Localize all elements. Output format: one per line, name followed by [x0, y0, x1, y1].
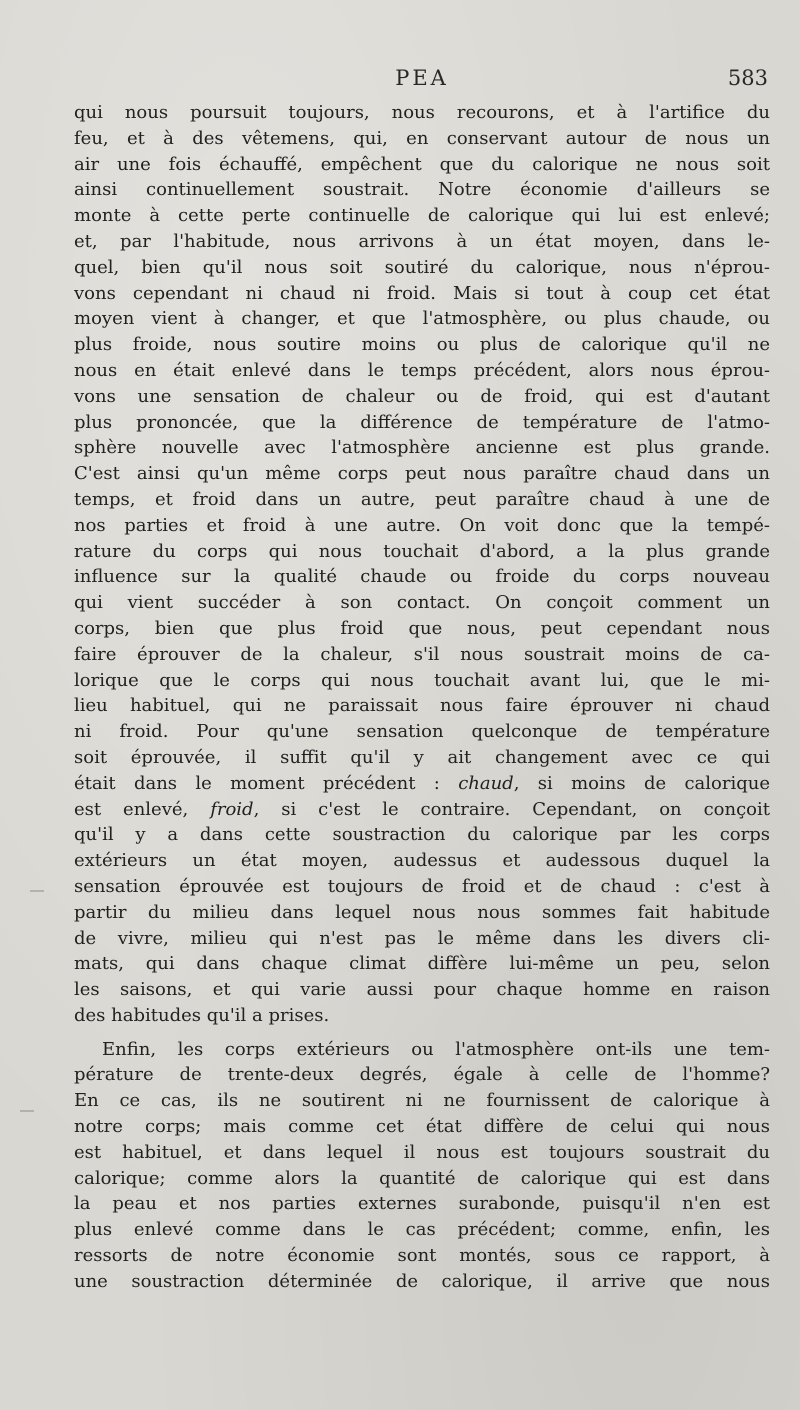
page-blemish: [30, 890, 44, 892]
text-line: feu, et à des vêtemens, qui, en conservant autour de nous un: [74, 127, 770, 149]
text-line: air une fois échauffé, empêchent que du calorique ne nous soit: [74, 153, 770, 175]
running-title: PEA: [395, 66, 449, 90]
body-text: [74, 100, 770, 1295]
text-line: qui nous poursuit toujours, nous recourons, et à l'artifice du: [74, 102, 770, 123]
text-line: les saisons, et qui varie aussi pour chaque homme en raison: [74, 979, 770, 1001]
text-line: ainsi continuellement soustrait. Notre économie d'ailleurs se: [74, 179, 770, 201]
text-line: plus prononcée, que la différence de température de l'atmo-: [74, 411, 770, 433]
text-line: est habituel, et dans lequel il nous est toujours soustrait du: [74, 1141, 770, 1163]
paragraph-gap: [74, 1029, 770, 1037]
text-line: monte à cette perte continuelle de calorique qui lui est enlevé;: [74, 205, 770, 227]
text-line: qui vient succéder à son contact. On conçoit comment un: [74, 592, 770, 614]
text-line: notre corps; mais comme cet état diffère de celui qui nous: [74, 1116, 770, 1138]
text-line: Enfin, les corps extérieurs ou l'atmosphère ont-ils une tem-: [102, 1038, 770, 1060]
text-line: calorique; comme alors la quantité de calorique qui est dans: [74, 1167, 770, 1189]
text-line: est enlevé, froid, si c'est le contraire. Cependant, on conçoit: [74, 798, 770, 820]
text-line: influence sur la qualité chaude ou froide du corps nouveau: [74, 566, 770, 588]
text-line: soit éprouvée, il suffit qu'il y ait changement avec ce qui: [74, 746, 770, 768]
text-line: partir du milieu dans lequel nous nous sommes fait habitude: [74, 901, 770, 923]
text-line: C'est ainsi qu'un même corps peut nous paraître chaud dans un: [74, 463, 770, 485]
text-line: lorique que le corps qui nous touchait avant lui, que le mi-: [74, 669, 770, 691]
text-line: était dans le moment précédent : chaud, si moins de calorique: [74, 772, 770, 794]
text-line: rature du corps qui nous touchait d'abord, a la plus grande: [74, 540, 770, 562]
text-line: quel, bien qu'il nous soit soutiré du calorique, nous n'éprou-: [74, 256, 770, 278]
text-line: plus froide, nous soutire moins ou plus de calorique qu'il ne: [74, 334, 770, 356]
text-line: temps, et froid dans un autre, peut paraître chaud à une de: [74, 488, 770, 510]
text-line: lieu habituel, qui ne paraissait nous faire éprouver ni chaud: [74, 695, 770, 717]
text-line: et, par l'habitude, nous arrivons à un état moyen, dans le-: [74, 230, 770, 252]
page-blemish: [20, 1110, 34, 1112]
text-line: la peau et nos parties externes surabonde, puisqu'il n'en est: [74, 1193, 770, 1215]
text-line: En ce cas, ils ne soutirent ni ne fournissent de calorique à: [74, 1090, 770, 1112]
text-line: vons une sensation de chaleur ou de froid, qui est d'autant: [74, 385, 770, 407]
text-line: pérature de trente-deux degrés, égale à celle de l'homme?: [74, 1064, 770, 1086]
page-number: 583: [727, 66, 768, 90]
text-line: corps, bien que plus froid que nous, peut cependant nous: [74, 617, 770, 639]
text-line: extérieurs un état moyen, audessus et audessous duquel la: [74, 850, 770, 872]
text-line: ressorts de notre économie sont montés, sous ce rapport, à: [74, 1245, 770, 1267]
text-line: faire éprouver de la chaleur, s'il nous soustrait moins de ca-: [74, 643, 770, 665]
text-line: sensation éprouvée est toujours de froid et de chaud : c'est à: [74, 875, 770, 897]
page-header: [76, 66, 768, 102]
text-line: sphère nouvelle avec l'atmosphère ancienne est plus grande.: [74, 437, 770, 459]
text-line: mats, qui dans chaque climat diffère lui-même un peu, selon: [74, 953, 770, 975]
text-line: qu'il y a dans cette soustraction du calorique par les corps: [74, 824, 770, 846]
text-line: plus enlevé comme dans le cas précédent; comme, enfin, les: [74, 1219, 770, 1241]
text-line: vons cependant ni chaud ni froid. Mais si tout à coup cet état: [74, 282, 770, 304]
text-line: de vivre, milieu qui n'est pas le même dans les divers cli-: [74, 927, 770, 949]
text-line: une soustraction déterminée de calorique, il arrive que nous: [74, 1270, 770, 1292]
text-line: ni froid. Pour qu'une sensation quelconque de température: [74, 721, 770, 743]
text-line: nos parties et froid à une autre. On voit donc que la tempé-: [74, 514, 770, 536]
text-line: moyen vient à changer, et que l'atmosphère, ou plus chaude, ou: [74, 308, 770, 330]
text-line: des habitudes qu'il a prises.: [74, 1004, 330, 1026]
text-line: nous en était enlevé dans le temps précédent, alors nous éprou-: [74, 359, 770, 381]
